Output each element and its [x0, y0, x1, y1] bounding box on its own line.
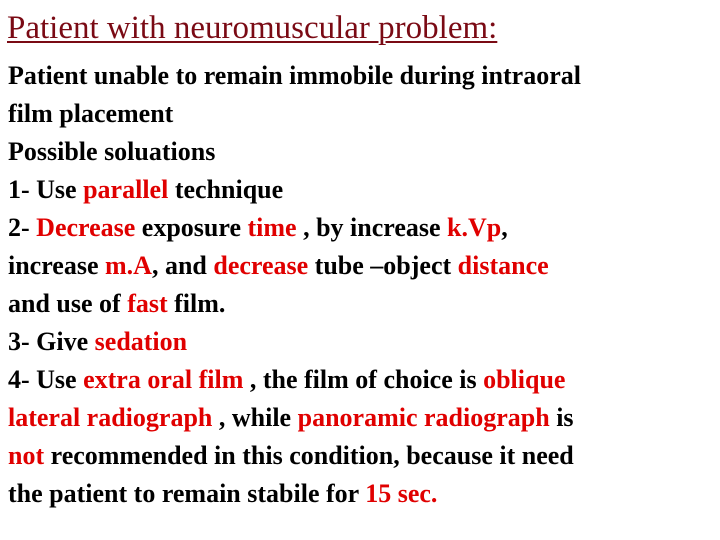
highlighted-text: 15 sec.: [365, 479, 438, 508]
body-line: [8, 323, 714, 361]
body-text: and use of: [8, 289, 128, 318]
body-text: increase: [8, 251, 105, 280]
slide-body: [8, 57, 714, 513]
body-text: , and: [151, 251, 214, 280]
highlighted-text: m.A: [105, 251, 152, 280]
body-line: [8, 133, 714, 171]
body-line: [8, 209, 714, 247]
highlighted-text: parallel: [83, 175, 169, 204]
body-line: [8, 285, 714, 323]
body-text: 1- Use: [8, 175, 84, 204]
highlighted-text: Decrease: [36, 213, 136, 242]
body-text: Patient unable to remain immobile during intraoral: [8, 61, 581, 90]
highlighted-text: distance: [457, 251, 549, 280]
highlighted-text: decrease: [213, 251, 309, 280]
body-text: , the film of choice is: [243, 365, 484, 394]
highlighted-text: lateral radiograph: [8, 403, 213, 432]
body-text: , while: [212, 403, 298, 432]
body-text: 2-: [8, 213, 37, 242]
body-text: the patient to remain stabile for: [8, 479, 366, 508]
body-line: [8, 247, 714, 285]
body-text: , by increase: [296, 213, 448, 242]
body-text: technique: [168, 175, 284, 204]
body-text: ,: [501, 213, 508, 242]
body-text: is: [549, 403, 574, 432]
slide-title: Patient with neuromuscular problem:: [7, 10, 498, 46]
body-line: [8, 399, 714, 437]
body-text: film.: [167, 289, 226, 318]
body-line: [8, 437, 714, 475]
highlighted-text: panoramic radiograph: [297, 403, 550, 432]
highlighted-text: sedation: [94, 327, 188, 356]
highlighted-text: fast: [127, 289, 168, 318]
highlighted-text: oblique: [483, 365, 566, 394]
body-line: [8, 475, 714, 513]
body-text: Possible soluations: [8, 137, 216, 166]
body-line: [8, 95, 714, 133]
body-line: [8, 57, 714, 95]
highlighted-text: time: [247, 213, 297, 242]
body-text: recommended in this condition, because it need: [44, 441, 574, 470]
body-text: 4- Use: [8, 365, 84, 394]
highlighted-text: k.Vp: [447, 213, 502, 242]
body-text: exposure: [135, 213, 248, 242]
body-text: film placement: [8, 99, 174, 128]
body-text: tube –object: [308, 251, 458, 280]
highlighted-text: extra oral film: [83, 365, 244, 394]
body-text: 3- Give: [8, 327, 95, 356]
body-line: [8, 361, 714, 399]
highlighted-text: not: [8, 441, 45, 470]
body-line: [8, 171, 714, 209]
